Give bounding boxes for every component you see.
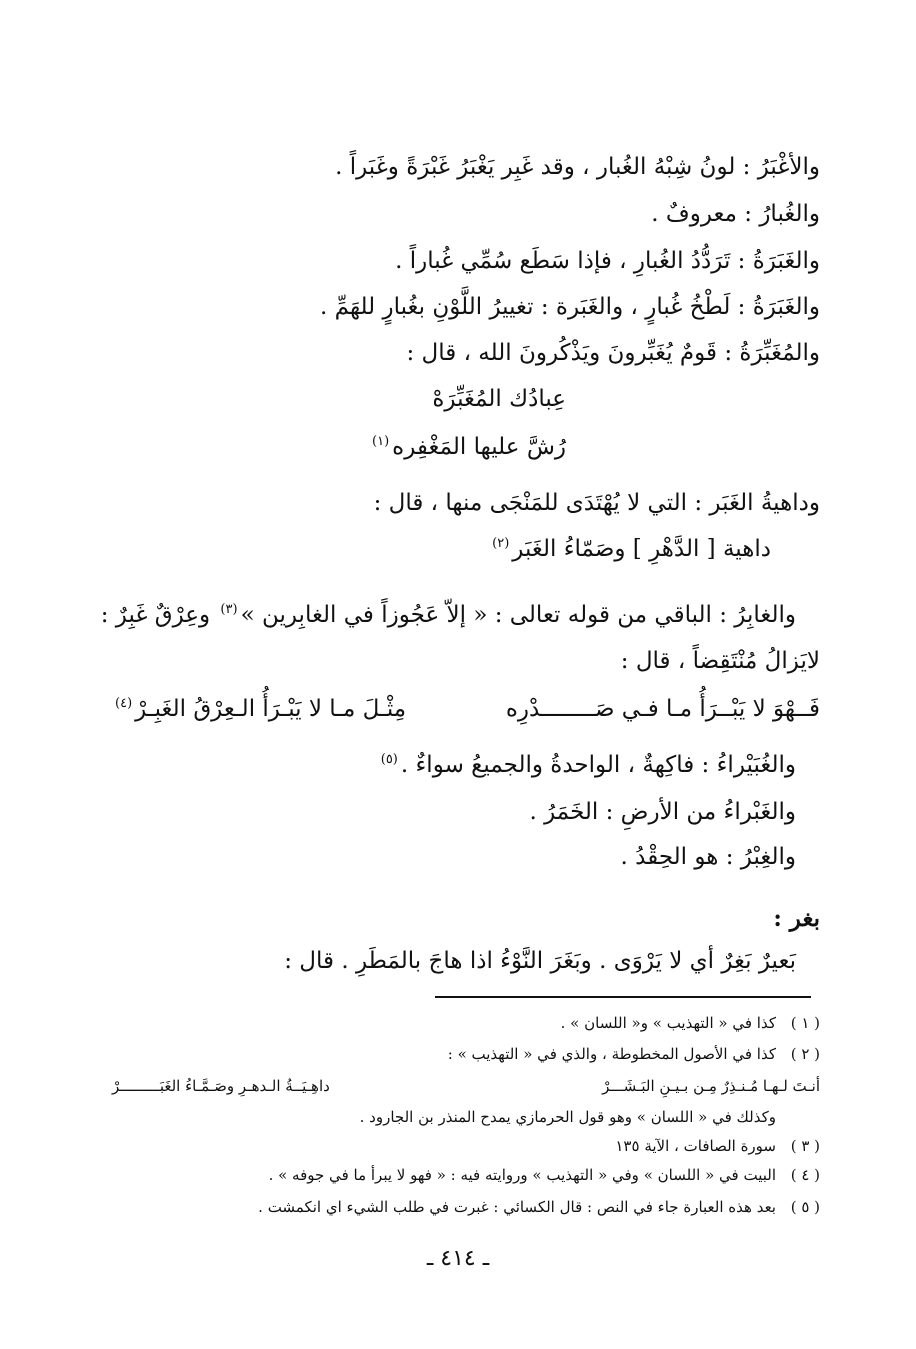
verse-dahiya xyxy=(489,534,771,564)
text-line-ghabra: والغَبْراءُ من الأرضِ : الخَمَرُ . xyxy=(529,799,796,825)
poem-line-2-text: رُشَّ عليها المَغْفِره xyxy=(392,434,566,460)
verse-4-first-hemistich: فَــهْوَ لا يَبْــرَأُ مـا فـي صَــــــــدْرِه xyxy=(505,696,820,722)
footnote-ref-3: (٣) xyxy=(220,602,238,618)
verse-dahiya-text: داهية [ الدَّهْرِ ] وصَمّاءُ الغَبَر xyxy=(512,536,771,562)
footnote-2-text: كذا في الأصول المخطوطة ، والذي في « التهذيب » : xyxy=(447,1045,776,1063)
footnote-1-number: ( ١ ) xyxy=(790,1014,820,1032)
text-line-ghabir-part2: وعِرْقٌ غَبِرٌ : xyxy=(100,602,211,628)
page-number: ـ ٤١٤ ـ xyxy=(426,1246,490,1271)
footnote-5 xyxy=(258,1196,820,1218)
text-line-mughabbira: والمُغَبِّرَةُ : قَومٌ يُغَبِّرونَ ويَذْكُرونَ الله ، قال : xyxy=(406,340,820,366)
footnote-5-text: بعد هذه العبارة جاء في النص : قال الكسائي : غبرت في طلب الشيء اي انكمشت . xyxy=(258,1198,776,1216)
footnote-2-verse xyxy=(112,1075,820,1097)
text-line-dahiya: وداهيةُ الغَبَر : التي لا يُهْتَدَى للمَنْجَى منها ، قال : xyxy=(373,490,820,516)
text-line-ghubar: والغُبارُ : معروفٌ . xyxy=(651,201,820,227)
verse-4 xyxy=(112,694,820,724)
footnote-4 xyxy=(269,1164,820,1186)
text-line-ghibr: والغِبْرُ : هو الحِقْدُ . xyxy=(620,844,796,870)
text-line-yazal: لايَزالُ مُنْتَقِضاً ، قال : xyxy=(620,648,820,674)
footnote-ref-5: (٥) xyxy=(380,752,398,768)
footnote-3-text: سورة الصافات ، الآية ١٣٥ xyxy=(615,1137,776,1155)
poem-line-1: عِبادُك المُغَبِّرَهْ xyxy=(432,386,566,412)
text-line-ghubayra-text: والغُبَيْراءُ : فاكِهةٌ ، الواحدةُ والجميعُ سواءٌ . xyxy=(400,752,796,778)
footnote-2-verse-second: داهِـيَــةُ الـدهـرِ وصَـمَّـاءُ الغَبَـــــــــرْ xyxy=(112,1077,330,1095)
footnote-1 xyxy=(561,1012,820,1034)
verse-4-second-hemistich xyxy=(112,694,406,724)
footnote-ref-1: (١) xyxy=(372,434,390,450)
footnote-5-number: ( ٥ ) xyxy=(790,1198,820,1216)
poem-line-2 xyxy=(369,432,566,462)
text-line-ghabir-part1: والغابِرُ : الباقي من قوله تعالى : « إلاّ عَجُوزاً في الغابِرين » xyxy=(240,602,796,628)
footnote-2-verse-first: أنـتَ لـهـا مُـنـذِرٌ مِـن بـيـنِ البَـشَـــرْ xyxy=(602,1077,820,1095)
text-line-baghr: بَعيرٌ بَغِرٌ أي لا يَرْوَى . وبَغَرَ النَّوْءُ اذا هاجَ بالمَطَرِ . قال : xyxy=(284,948,796,974)
footnote-4-text: البيت في « اللسان » وفي « التهذيب » وروايته فيه : « فهو لا يبرأ ما في جوفه » . xyxy=(268,1166,776,1184)
text-line-ghabara-2: والغَبَرَةُ : لَطْخُ غُبارٍ ، والغَبَرة : تغييرُ اللَّوْنِ بغُبارٍ للهَمِّ . xyxy=(320,294,820,320)
footnote-1-text: كذا في « التهذيب » و« اللسان » . xyxy=(560,1014,776,1032)
footnote-2-note: وكذلك في « اللسان » وهو قول الحرمازي يمدح المنذر بن الجارود . xyxy=(359,1108,776,1126)
text-line-ghabir xyxy=(101,600,796,630)
text-line-aghbar: والأغْبَرُ : لونُ شِبْهُ الغُبار ، وقد غَبِر يَغْبَرُ غَبْرَةً وغَبَراً . xyxy=(335,154,820,180)
footnote-separator xyxy=(435,996,811,998)
footnote-2 xyxy=(448,1043,820,1065)
footnote-ref-4: (٤) xyxy=(115,696,133,712)
text-line-ghabara-1: والغَبَرَةُ : تَرَدُّدُ الغُبارِ ، فإذا سَطَع سُمِّي غُباراً . xyxy=(395,248,820,274)
footnote-4-number: ( ٤ ) xyxy=(790,1166,820,1184)
text-line-ghubayra xyxy=(378,750,796,780)
footnote-2-number: ( ٢ ) xyxy=(790,1045,820,1063)
entry-heading-baghr: بغر : xyxy=(773,905,820,932)
footnote-3-number: ( ٣ ) xyxy=(790,1137,820,1155)
footnote-ref-2: (٢) xyxy=(492,536,510,552)
footnote-3 xyxy=(615,1135,820,1157)
verse-4-second-text: مِثْـلَ مـا لا يَبْـرَأُ الـعِرْقُ الغَبِـرْ xyxy=(135,696,407,722)
